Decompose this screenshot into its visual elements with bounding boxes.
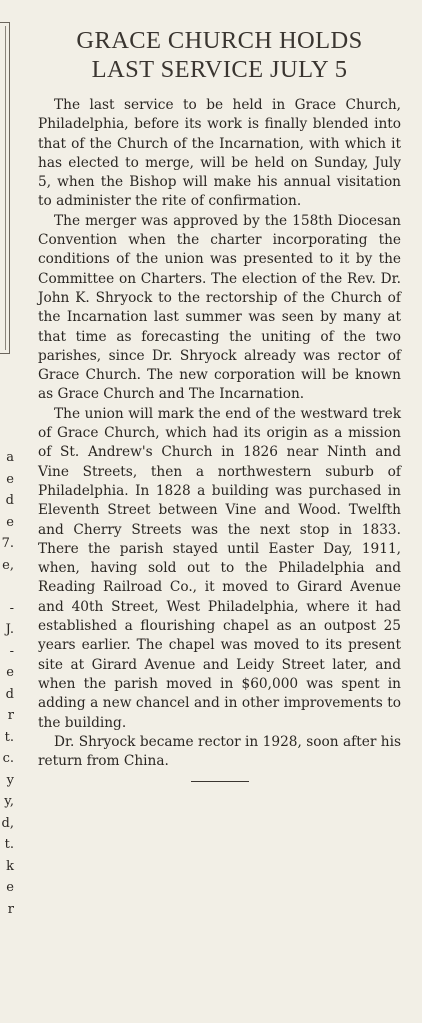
paragraph-history: The union will mark the end of the westward trek of Grace Church, which had its origin as a mission of St. Andrew's Church in 1826 near Ninth and Vine Streets, then a northwestern suburb of Philadelphia. In 1828 a building was purchased in Eleventh Street between Vine and Wood. Twelfth and Cherry Streets was the next stop in 1833. There the parish stayed until Easter Day, 1911, when, having sold out to the Philadelphia and Reading Railroad Co., it moved to Girard Avenue and 40th Street, West Philadelphia, where it had established a flourishing chapel as an outpost 25 years earlier. The chapel was moved to its present site at Girard Avenue and Leidy Street later, and when the parish moved in $60,000 was spent in adding a new chancel and in other improvements to the building. xyxy=(38,405,401,731)
fragment-line: e xyxy=(6,471,14,487)
fragment-line: k xyxy=(6,858,14,874)
fragment-line: y, xyxy=(4,794,14,809)
article-body xyxy=(38,96,401,771)
fragment-line: 7. xyxy=(1,536,14,551)
headline-line-2: LAST SERVICE JULY 5 xyxy=(91,56,348,83)
fragment-line: - xyxy=(9,600,14,616)
fragment-line: t. xyxy=(4,729,14,745)
fragment-line: t. xyxy=(4,837,14,852)
adjacent-column-border xyxy=(0,22,10,354)
end-rule-divider xyxy=(191,781,249,782)
fragment-line: r xyxy=(7,708,14,723)
fragment-line: y xyxy=(6,772,14,788)
adjacent-column-text xyxy=(0,447,14,920)
fragment-line: c. xyxy=(2,751,14,766)
fragment-line: a xyxy=(6,450,14,465)
paragraph-rector: Dr. Shryock became rector in 1928, soon after his return from China. xyxy=(38,733,401,770)
fragment-line xyxy=(0,576,14,598)
fragment-line: - xyxy=(9,643,14,659)
paragraph-merger: The merger was approved by the 158th Diocesan Convention when the charter incorporating the conditions of the union was presented to it by the Committee on Charters. The election of the Rev. Dr. John K. Shryock to the rectorship of the Church of the Incarnation last summer was seen by many at that time as forecasting the uniting of the two parishes, since Dr. Shryock already was rector of Grace Church. The new corporation will be known as Grace Church and The Incarnation. xyxy=(38,212,401,403)
fragment-line: e, xyxy=(2,557,14,573)
fragment-line: e xyxy=(6,880,14,895)
adjacent-column-fragment xyxy=(0,0,24,1023)
news-article xyxy=(38,26,401,782)
article-headline xyxy=(38,26,401,84)
fragment-line: J. xyxy=(5,622,14,637)
fragment-line: d xyxy=(5,686,14,702)
fragment-line: r xyxy=(7,901,14,917)
fragment-line: e xyxy=(6,514,14,530)
paragraph-service-announcement: The last service to be held in Grace Church, Philadelphia, before its work is finally blended into that of the Church of the Incarnation, with which it has elected to merge, will be held on Sunday, July 5, when the Bishop will make his annual visitation to administer the rite of confirmation. xyxy=(38,97,401,210)
fragment-line: d xyxy=(5,493,14,508)
fragment-line: d, xyxy=(1,815,14,831)
fragment-line: e xyxy=(6,665,14,680)
headline-line-1: GRACE CHURCH HOLDS xyxy=(76,27,363,54)
